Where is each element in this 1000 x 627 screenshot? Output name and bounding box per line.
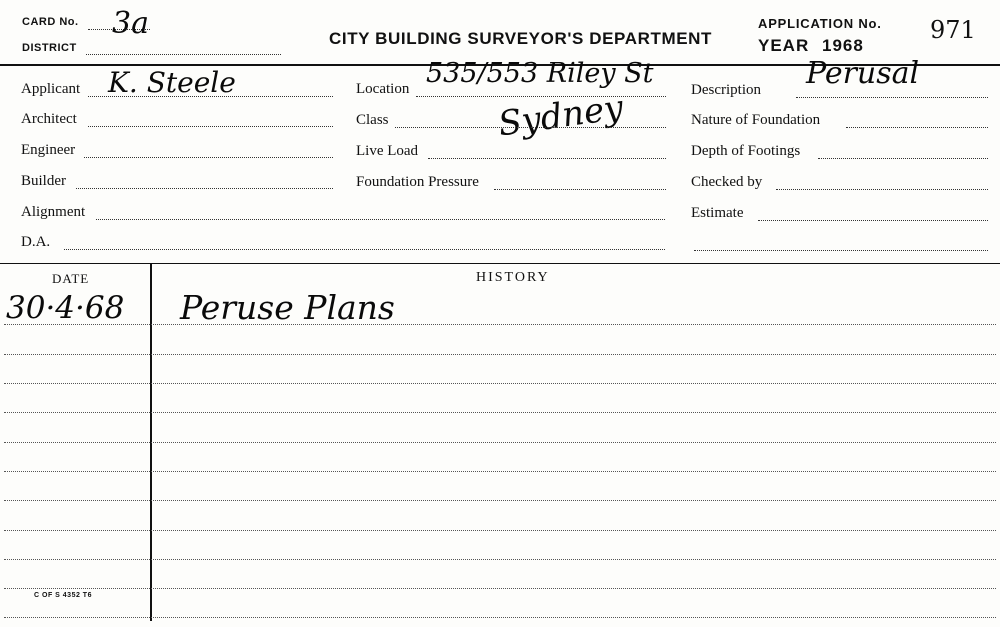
history-line (4, 530, 996, 531)
application-no-value: 971 (930, 16, 976, 44)
history-line (4, 442, 996, 443)
history-line (4, 559, 996, 560)
history-line (4, 412, 996, 413)
history-entry-text: Peruse Plans (180, 288, 395, 327)
applicant-value: K. Steele (108, 66, 236, 99)
form-code: C OF S 4352 T6 (34, 592, 92, 599)
history-line (4, 588, 996, 589)
district-label: DISTRICT (22, 42, 77, 54)
alignment-label: Alignment (21, 204, 86, 220)
checked-by-line (776, 189, 988, 190)
location-value-line1: 535/553 Riley St (426, 58, 654, 89)
foundation-pressure-label: Foundation Pressure (356, 174, 479, 190)
live-load-label: Live Load (356, 143, 419, 159)
class-line (395, 127, 666, 128)
history-line (4, 617, 996, 618)
history-entry-date: 30·4·68 (6, 290, 125, 326)
location-line (416, 96, 666, 97)
engineer-line (84, 157, 333, 158)
location-label: Location (356, 81, 410, 97)
live-load-line (428, 158, 666, 159)
history-line (4, 324, 996, 325)
extra-line (694, 250, 988, 251)
card-no-label: CARD No. (22, 16, 79, 28)
foundation-pressure-line (494, 189, 666, 190)
history-line (4, 471, 996, 472)
nature-of-foundation-label: Nature of Foundation (691, 112, 821, 128)
architect-line (88, 126, 333, 127)
applicant-label: Applicant (21, 81, 81, 97)
estimate-line (758, 220, 988, 221)
da-line (64, 249, 665, 250)
history-line (4, 354, 996, 355)
depth-of-footings-label: Depth of Footings (691, 143, 801, 159)
class-label: Class (356, 112, 389, 128)
history-line (4, 500, 996, 501)
description-label: Description (691, 82, 761, 98)
history-line (4, 383, 996, 384)
year-label: YEAR (758, 36, 810, 55)
description-line (796, 97, 988, 98)
alignment-line (96, 219, 665, 220)
description-value: Perusal (806, 56, 920, 91)
year-value: 1968 (822, 36, 864, 55)
application-no-label: APPLICATION No. (758, 16, 882, 31)
date-header: DATE (52, 271, 90, 286)
builder-label: Builder (21, 173, 66, 189)
card-no-value: 3a (112, 6, 149, 41)
nature-of-foundation-line (846, 127, 988, 128)
estimate-label: Estimate (691, 205, 744, 221)
department-title: CITY BUILDING SURVEYOR'S DEPARTMENT (329, 29, 713, 48)
district-line (86, 54, 281, 55)
depth-of-footings-line (818, 158, 988, 159)
da-label: D.A. (21, 234, 51, 250)
architect-label: Architect (21, 111, 77, 127)
checked-by-label: Checked by (691, 174, 763, 190)
engineer-label: Engineer (21, 142, 76, 158)
location-value-line2: Sydney (495, 87, 626, 145)
builder-line (76, 188, 333, 189)
history-header: HISTORY (476, 270, 550, 285)
